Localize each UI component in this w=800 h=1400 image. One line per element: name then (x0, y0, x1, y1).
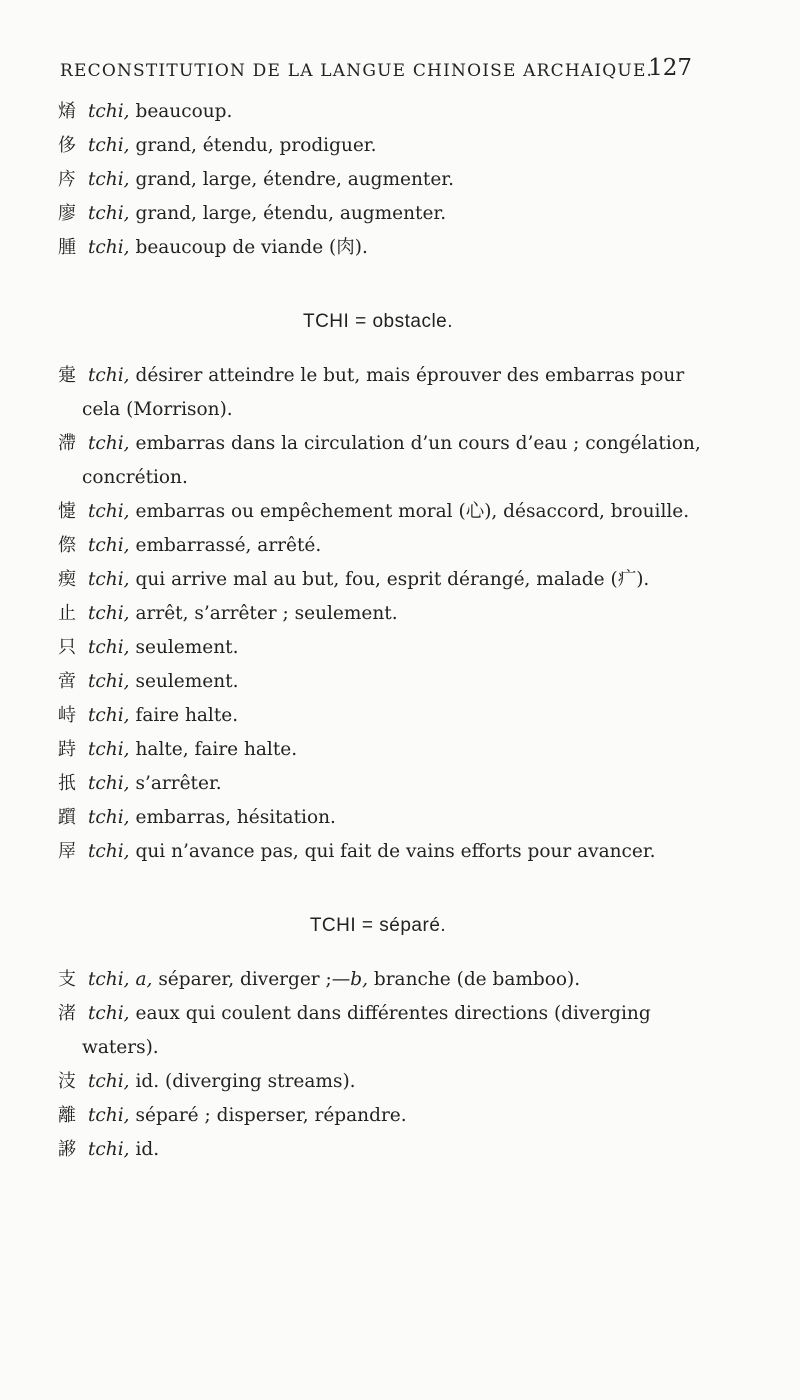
dictionary-entry (58, 197, 698, 231)
dictionary-entry (58, 163, 698, 197)
dictionary-entry (58, 801, 698, 835)
dictionary-entry (58, 665, 698, 699)
chinese-character: 只 (58, 637, 76, 658)
romanization: tchi, (88, 841, 130, 862)
chinese-character: 庈 (58, 169, 76, 190)
dictionary-entry (58, 1133, 698, 1167)
definition-text: seulement. (135, 671, 239, 692)
section-heading-obstacle: TCHI = obstacle. (302, 311, 454, 332)
chinese-character: 傺 (58, 535, 76, 556)
chinese-character: 汥 (58, 1071, 76, 1092)
romanization: tchi, (88, 807, 130, 828)
romanization: tchi, (88, 1105, 130, 1126)
chinese-character: 疐 (58, 365, 76, 386)
group-obstacle (58, 359, 701, 869)
romanization: tchi, (88, 237, 130, 258)
group-beaucoup (58, 95, 698, 265)
chinese-character: 離 (58, 1105, 76, 1126)
romanization: tchi, (88, 969, 130, 990)
chinese-character: 渚 (58, 1003, 76, 1024)
definition-text: halte, faire halte. (135, 739, 298, 760)
chinese-character: 侈 (58, 135, 76, 156)
page-number: 127 (648, 55, 692, 81)
chinese-character: 滯 (58, 433, 76, 454)
definition-text: faire halte. (135, 705, 239, 726)
definition-part: séparer, diverger ;— (152, 969, 351, 990)
romanization: tchi, (88, 535, 130, 556)
definition-continuation: waters). (82, 1037, 159, 1058)
definition-text: id. (diverging streams). (135, 1071, 356, 1092)
romanization: tchi, (88, 365, 130, 386)
definition-text: beaucoup. (135, 101, 233, 122)
dictionary-entry (58, 563, 698, 597)
definition-text: beaucoup de viande (肉). (135, 237, 368, 258)
definition-label-a: a, (135, 969, 153, 990)
chinese-character: 腫 (58, 237, 76, 258)
dictionary-entry (58, 359, 698, 393)
romanization: tchi, (88, 203, 130, 224)
romanization: tchi, (88, 169, 130, 190)
dictionary-entry (58, 1065, 698, 1099)
dictionary-entry (58, 597, 698, 631)
definition-text: eaux qui coulent dans différentes directions (diverging (135, 1003, 651, 1024)
romanization: tchi, (88, 135, 130, 156)
dictionary-entry (58, 997, 698, 1031)
dictionary-entry (58, 529, 698, 563)
chinese-character: 廖 (58, 203, 76, 224)
dictionary-entry (58, 1099, 698, 1133)
romanization: tchi, (88, 433, 130, 454)
dictionary-entry (58, 835, 698, 869)
chinese-character: 謻 (58, 1139, 76, 1160)
romanization: tchi, (88, 671, 130, 692)
dictionary-entry (58, 699, 698, 733)
chinese-character: 峙 (58, 705, 76, 726)
romanization: tchi, (88, 705, 130, 726)
definition-text: arrêt, s’arrêter ; seulement. (135, 603, 398, 624)
definition-text: embarras, hésitation. (135, 807, 336, 828)
dictionary-entry (58, 95, 698, 129)
romanization: tchi, (88, 569, 130, 590)
romanization: tchi, (88, 773, 130, 794)
definition-text (136, 963, 581, 997)
romanization: tchi, (88, 101, 130, 122)
definition-text: qui n’avance pas, qui fait de vains efforts pour avancer. (135, 841, 656, 862)
chinese-character: 瘈 (58, 569, 76, 590)
definition-continuation: concrétion. (82, 467, 188, 488)
definition-text: seulement. (135, 637, 239, 658)
chinese-character: 支 (58, 969, 76, 990)
dictionary-entry (58, 767, 698, 801)
chinese-character: 扺 (58, 773, 76, 794)
definition-text: embarras dans la circulation d’un cours d’eau ; congélation, (135, 433, 701, 454)
dictionary-entry (58, 631, 698, 665)
romanization: tchi, (88, 637, 130, 658)
dictionary-entry (58, 495, 698, 529)
definition-label-b: b, (350, 969, 368, 990)
running-title: RECONSTITUTION DE LA LANGUE CHINOISE ARCHAIQUE. (60, 61, 654, 81)
definition-text: s’arrêter. (135, 773, 222, 794)
definition-text: séparé ; disperser, répandre. (135, 1105, 407, 1126)
definition-text: désirer atteindre le but, mais éprouver des embarras pour (135, 365, 685, 386)
chinese-character: 啻 (58, 671, 76, 692)
dictionary-entry (58, 733, 698, 767)
group-separe (58, 963, 698, 1167)
dictionary-entry (58, 427, 701, 461)
definition-text: qui arrive mal au but, fou, esprit dérangé, malade (疒). (135, 569, 650, 590)
definition-text: embarras ou empêchement moral (心), désaccord, brouille. (135, 501, 690, 522)
dictionary-entry (58, 963, 698, 997)
romanization: tchi, (88, 603, 130, 624)
definition-text: grand, large, étendre, augmenter. (135, 169, 454, 190)
romanization: tchi, (88, 1139, 130, 1160)
definition-continuation: cela (Morrison). (82, 399, 233, 420)
chinese-character: 跱 (58, 739, 76, 760)
chinese-character: 𤉶 (58, 101, 76, 122)
romanization: tchi, (88, 1071, 130, 1092)
definition-text: embarrassé, arrêté. (135, 535, 322, 556)
chinese-character: 躓 (58, 807, 76, 828)
definition-part: branche (de bamboo). (367, 969, 581, 990)
romanization: tchi, (88, 739, 130, 760)
dictionary-entries (58, 95, 701, 1167)
dictionary-entry (58, 129, 698, 163)
chinese-character: 懥 (58, 501, 76, 522)
definition-text: grand, large, étendu, augmenter. (135, 203, 447, 224)
romanization: tchi, (88, 501, 130, 522)
chinese-character: 止 (58, 603, 76, 624)
definition-text: id. (135, 1139, 160, 1160)
romanization: tchi, (88, 1003, 130, 1024)
definition-text: grand, étendu, prodiguer. (135, 135, 377, 156)
section-heading-separe: TCHI = séparé. (309, 915, 447, 936)
chinese-character: 屖 (58, 841, 76, 862)
dictionary-entry (58, 231, 698, 265)
